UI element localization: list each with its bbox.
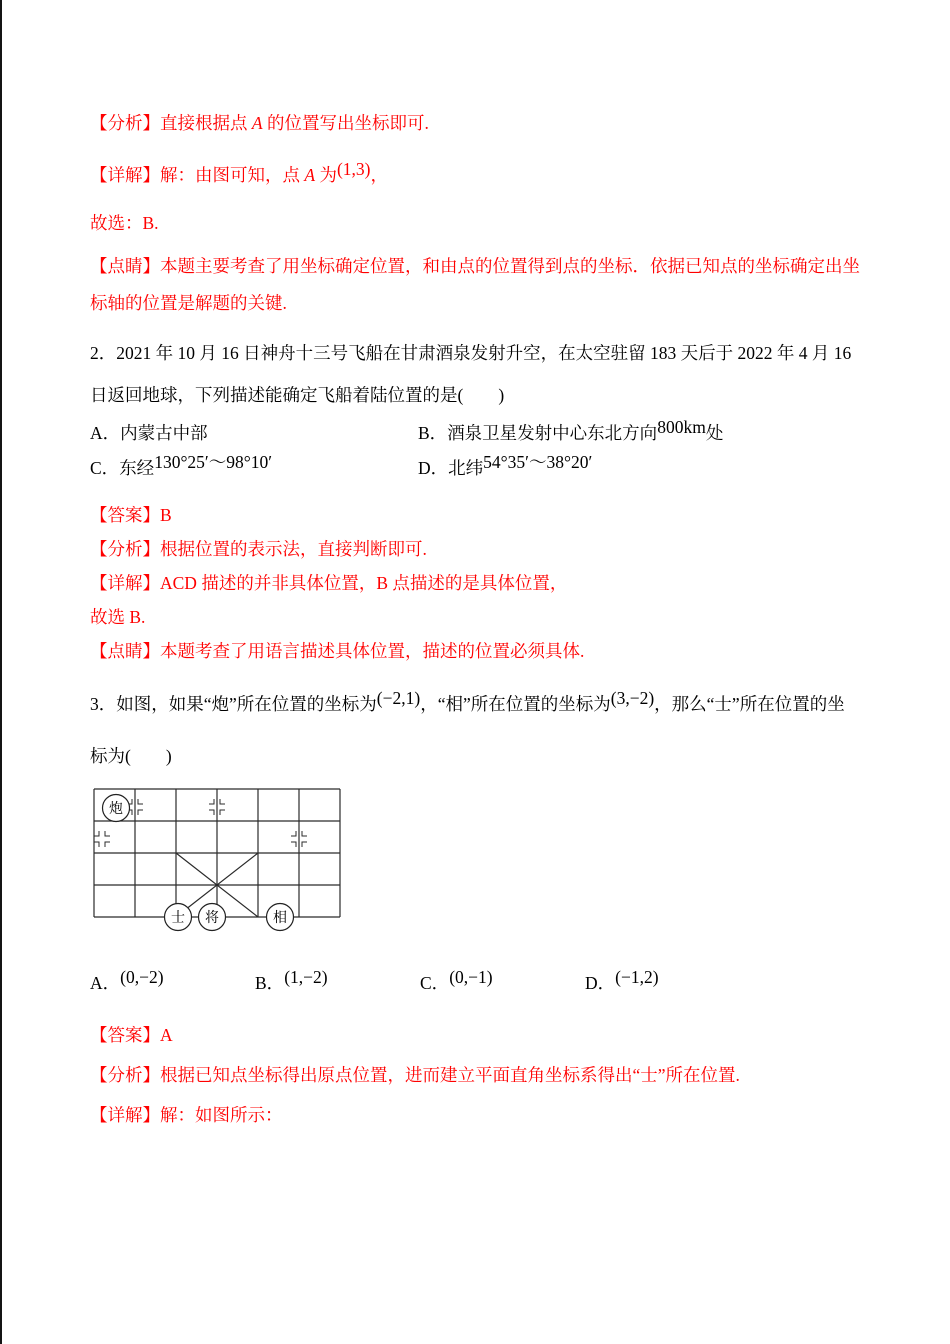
q3-option-d bbox=[585, 965, 750, 1001]
q3-stem bbox=[90, 678, 862, 782]
q3-detail-line bbox=[90, 1095, 862, 1135]
q1-detail-text3: ， bbox=[370, 165, 388, 185]
option-text2: 处 bbox=[705, 423, 724, 443]
piece-advisor-label: 士 bbox=[171, 911, 185, 926]
q2-analysis-line bbox=[90, 532, 862, 566]
q1-note-line bbox=[90, 248, 862, 322]
piece-advisor bbox=[165, 904, 192, 931]
detail-bracket-label: 【详解】 bbox=[90, 573, 160, 593]
position-marker-icon bbox=[94, 831, 110, 847]
option-label: B． bbox=[255, 973, 285, 993]
option-math-value: (0,−1) bbox=[449, 967, 493, 987]
q2-options-row-1 bbox=[90, 416, 862, 451]
q2-note-text: 本题考查了用语言描述具体位置，描述的位置必须具体. bbox=[160, 641, 585, 661]
option-math-value: 130°25′～98°10′ bbox=[154, 452, 273, 472]
q2-note-line bbox=[90, 634, 862, 668]
option-label: A． bbox=[90, 973, 121, 993]
q3-stem-text1: 3．如图，如果“炮”所在位置的坐标为 bbox=[90, 694, 377, 714]
option-math-value: 800km bbox=[657, 417, 706, 437]
q2-stem bbox=[90, 332, 862, 416]
q2-conclusion-line bbox=[90, 600, 862, 634]
detail-bracket-label: 【详解】 bbox=[90, 1105, 160, 1125]
answer-bracket-label: 【答案】 bbox=[90, 505, 160, 525]
q3-answer-value: A bbox=[160, 1025, 173, 1045]
q1-conclusion-text: 故选：B. bbox=[90, 213, 159, 233]
q2-option-c bbox=[90, 451, 418, 486]
option-math-value: 54°35′～38°20′ bbox=[483, 452, 593, 472]
option-label: B． bbox=[418, 423, 448, 443]
q2-detail-text: ACD 描述的并非具体位置，B 点描述的是具体位置， bbox=[160, 573, 568, 593]
q3-stem-text2: ，“相”所在位置的坐标为 bbox=[420, 694, 611, 714]
q2-analysis-text: 根据位置的表示法，直接判断即可. bbox=[160, 539, 427, 559]
page-left-border bbox=[0, 0, 2, 1344]
piece-cannon bbox=[103, 795, 130, 822]
option-text: 内蒙古中部 bbox=[120, 423, 208, 443]
q3-option-c bbox=[420, 965, 585, 1001]
option-label: D． bbox=[418, 458, 449, 478]
q3-analysis-line bbox=[90, 1055, 862, 1095]
q2-answer-value: B bbox=[160, 505, 172, 525]
q1-conclusion-line bbox=[90, 206, 862, 240]
piece-cannon-label: 炮 bbox=[109, 802, 123, 817]
piece-general bbox=[199, 904, 226, 931]
q3-answer-line bbox=[90, 1015, 862, 1055]
q2-option-d bbox=[418, 451, 862, 486]
option-label: D． bbox=[585, 973, 616, 993]
option-label: C． bbox=[90, 458, 120, 478]
option-text: 东经 bbox=[119, 458, 155, 478]
q3-analysis-text: 根据已知点坐标得出原点位置，进而建立平面直角坐标系得出“士”所在位置. bbox=[160, 1065, 740, 1085]
option-text: 北纬 bbox=[448, 458, 484, 478]
option-label: C． bbox=[420, 973, 450, 993]
q3-option-b bbox=[255, 965, 420, 1001]
piece-general-label: 将 bbox=[205, 911, 219, 926]
point-a-variable: A bbox=[251, 113, 263, 133]
q1-analysis-text: 直接根据点 bbox=[160, 113, 252, 133]
option-math-value: (−1,2) bbox=[615, 967, 659, 987]
q2-options-row-2 bbox=[90, 451, 862, 486]
cannon-coordinate: (−2,1) bbox=[376, 688, 421, 708]
q2-answer-line bbox=[90, 498, 862, 532]
q1-detail-line bbox=[90, 158, 862, 192]
option-math-value: (1,−2) bbox=[284, 967, 328, 987]
q1-analysis-text2: 的位置写出坐标即可. bbox=[262, 113, 429, 133]
q3-figure bbox=[90, 784, 862, 941]
answer-bracket-label: 【答案】 bbox=[90, 1025, 160, 1045]
option-math-value: (0,−2) bbox=[120, 967, 164, 987]
elephant-coordinate: (3,−2) bbox=[610, 688, 655, 708]
point-a-variable: A bbox=[304, 165, 316, 185]
piece-elephant-label: 相 bbox=[273, 911, 287, 926]
q1-note-text: 本题主要考查了用坐标确定位置，和由点的位置得到点的坐标．依据已知点的坐标确定出坐标轴的位置是解题的关键. bbox=[90, 256, 860, 313]
coordinate-value: (1,3) bbox=[336, 159, 371, 179]
note-bracket-label: 【点睛】 bbox=[90, 256, 160, 276]
q3-option-a bbox=[90, 965, 255, 1001]
analysis-bracket-label: 【分析】 bbox=[90, 1065, 160, 1085]
q1-detail-text2: 为 bbox=[315, 165, 337, 185]
q2-detail-line bbox=[90, 566, 862, 600]
q2-conclusion-text: 故选 B. bbox=[90, 607, 146, 627]
analysis-bracket-label: 【分析】 bbox=[90, 113, 160, 133]
q3-stem-text3: ，那么“士”所在位置的坐标为( ) bbox=[90, 694, 845, 766]
q1-analysis-line bbox=[90, 106, 862, 140]
q3-options-row bbox=[90, 965, 862, 1001]
q3-detail-text: 解：如图所示： bbox=[160, 1105, 283, 1125]
q2-option-a bbox=[90, 416, 418, 451]
q2-option-b bbox=[418, 416, 862, 451]
option-text: 酒泉卫星发射中心东北方向 bbox=[447, 423, 658, 443]
q2-stem-text: 2．2021 年 10 月 16 日神舟十三号飞船在甘肃酒泉发射升空，在太空驻留 183 天后于 2022 年 4 月 16 日返回地球，下列描述能确定飞船着陆位置的是( ) bbox=[90, 343, 852, 405]
piece-elephant bbox=[267, 904, 294, 931]
q1-detail-text: 解：由图可知，点 bbox=[160, 165, 305, 185]
note-bracket-label: 【点睛】 bbox=[90, 641, 160, 661]
option-label: A． bbox=[90, 423, 121, 443]
analysis-bracket-label: 【分析】 bbox=[90, 539, 160, 559]
xiangqi-board bbox=[90, 784, 344, 936]
detail-bracket-label: 【详解】 bbox=[90, 165, 160, 185]
